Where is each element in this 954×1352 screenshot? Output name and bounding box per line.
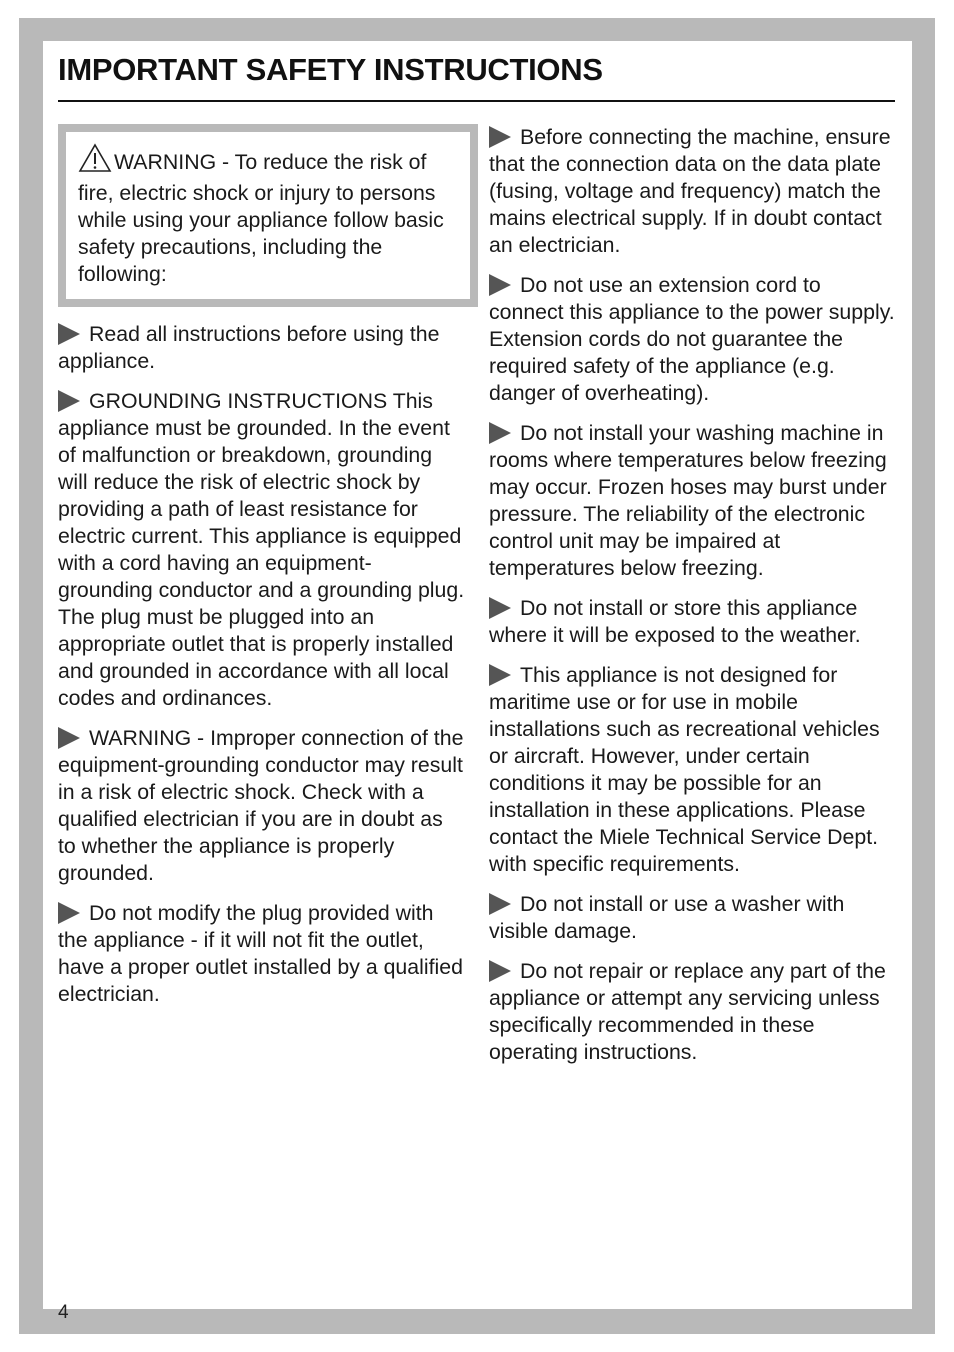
- instruction-text: Do not install your washing machine in rooms where temperatures below freezing may occur. Frozen hoses may burst under pressure. The reliability of the electronic control unit may be impaired at temperatures below freezing.: [489, 421, 887, 580]
- instruction-text: Do not install or store this appliance where it will be exposed to the weather.: [489, 596, 861, 647]
- instruction-item: [489, 272, 899, 407]
- triangle-bullet-icon: [489, 126, 511, 148]
- triangle-bullet-icon: [58, 323, 80, 345]
- instruction-item: [489, 124, 899, 259]
- warning-text: WARNING - To reduce the risk of fire, electric shock or injury to persons while using your appliance follow basic safety precautions, including the following:: [78, 150, 444, 286]
- right-instruction-list: [489, 124, 899, 1066]
- instruction-item: [489, 420, 899, 582]
- instruction-text: WARNING - Improper connection of the equipment-grounding conductor may result in a risk of electric shock. Check with a qualified electrician if you are in doubt as to whether the appliance is properly grounded.: [58, 726, 464, 885]
- instruction-item: [489, 891, 899, 945]
- instruction-text: Before connecting the machine, ensure that the connection data on the data plate (fusing, voltage and frequency) match the mains electrical supply. If in doubt contact an electrician.: [489, 125, 891, 257]
- triangle-bullet-icon: [489, 274, 511, 296]
- triangle-bullet-icon: [58, 390, 80, 412]
- triangle-bullet-icon: [489, 960, 511, 982]
- title-rule: [58, 100, 895, 102]
- instruction-item: [58, 900, 466, 1008]
- instruction-text: Do not install or use a washer with visible damage.: [489, 892, 845, 943]
- instruction-item: [58, 321, 466, 375]
- triangle-bullet-icon: [489, 422, 511, 444]
- instruction-item: [489, 662, 899, 878]
- instruction-text: Read all instructions before using the appliance.: [58, 322, 440, 373]
- warning-triangle-icon: [78, 143, 112, 180]
- instruction-text: This appliance is not designed for maritime use or for use in mobile installations such as recreational vehicles or aircraft. However, under certain conditions it may be possible for an installation in these applications. Please contact the Miele Technical Service Dept. with specific requirements.: [489, 663, 880, 876]
- page-title: IMPORTANT SAFETY INSTRUCTIONS: [58, 52, 603, 87]
- instruction-text: Do not use an extension cord to connect this appliance to the power supply. Extension cords do not guarantee the required safety of the appliance (e.g. danger of overheating).: [489, 273, 895, 405]
- instruction-text: Do not repair or replace any part of the appliance or attempt any servicing unless specifically recommended in these operating instructions.: [489, 959, 886, 1064]
- triangle-bullet-icon: [489, 664, 511, 686]
- triangle-bullet-icon: [58, 902, 80, 924]
- instruction-item: [489, 958, 899, 1066]
- left-instruction-list: [58, 321, 466, 1008]
- instruction-text: Do not modify the plug provided with the appliance - if it will not fit the outlet, have a proper outlet installed by a qualified electrician.: [58, 901, 463, 1006]
- instruction-text: GROUNDING INSTRUCTIONS This appliance must be grounded. In the event of malfunction or breakdown, grounding will reduce the risk of electric shock by providing a path of least resistance for electric current. This appliance is equipped with a cord having an equipment- grounding conductor and a grounding plug. The plug must be plugged into an appropriate outlet that is properly installed and grounded in accordance with all local codes and ordinances.: [58, 389, 465, 710]
- right-column: [489, 124, 899, 1079]
- instruction-item: [58, 725, 466, 887]
- triangle-bullet-icon: [489, 893, 511, 915]
- triangle-bullet-icon: [489, 597, 511, 619]
- instruction-item: [58, 388, 466, 712]
- page-number: 4: [58, 1302, 69, 1323]
- warning-box: [58, 124, 478, 307]
- left-column: [58, 124, 466, 1021]
- triangle-bullet-icon: [58, 727, 80, 749]
- instruction-item: [489, 595, 899, 649]
